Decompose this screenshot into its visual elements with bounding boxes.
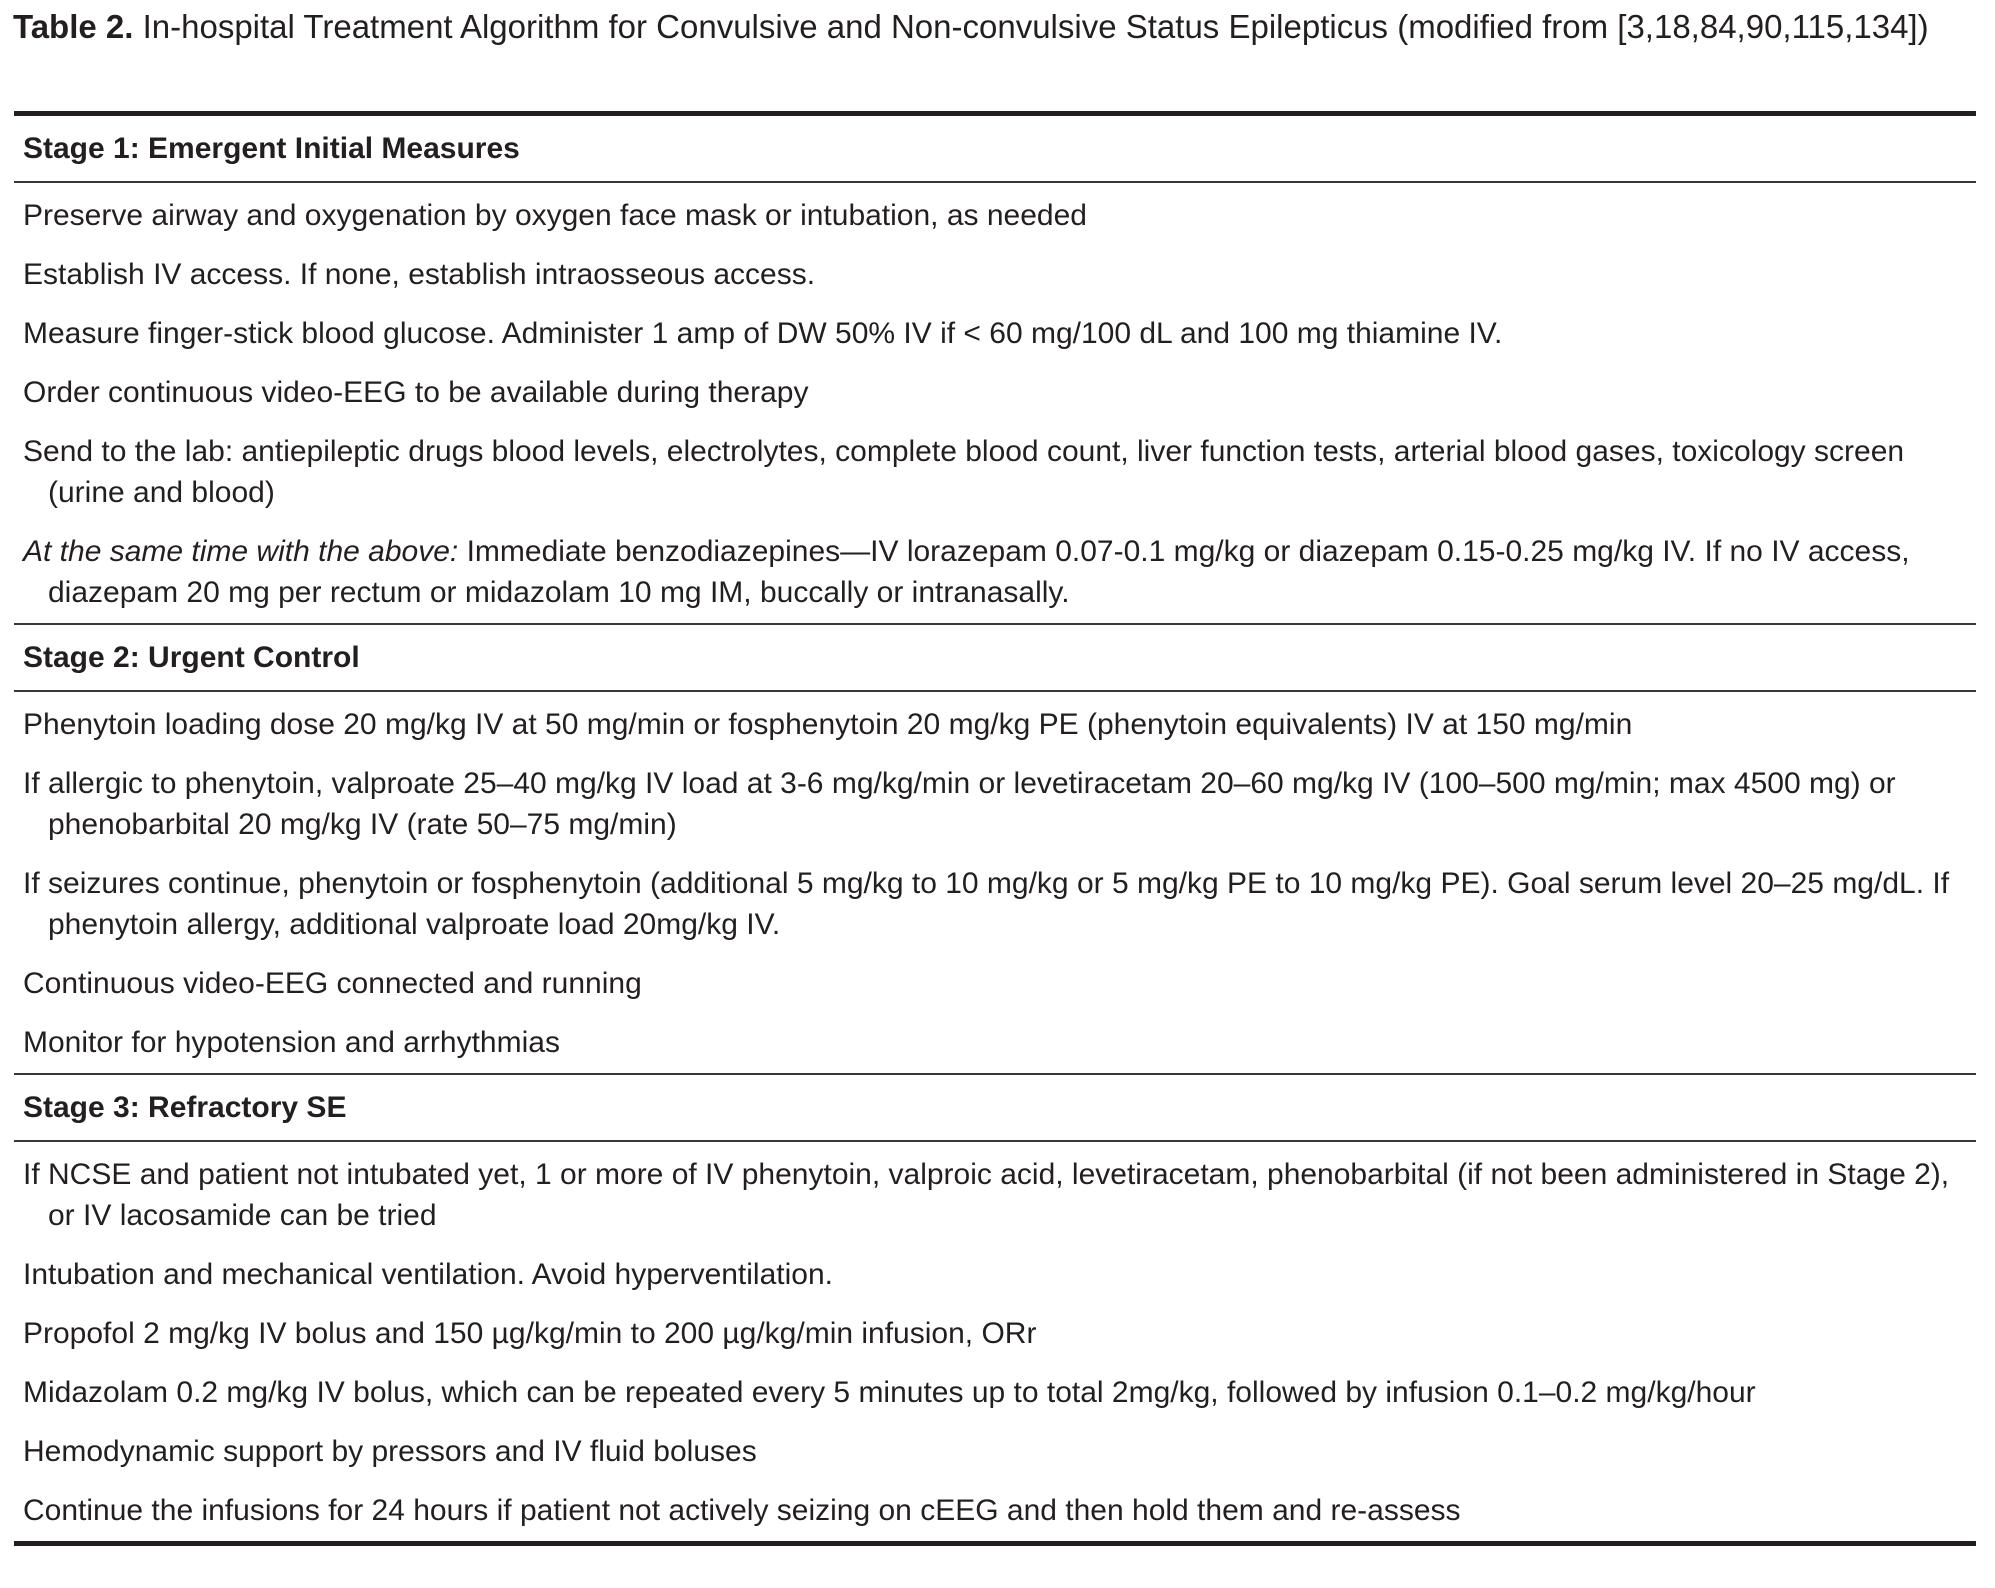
table-row: Propofol 2 mg/kg IV bolus and 150 µg/kg/min to 200 µg/kg/min infusion, ORr: [23, 1317, 1037, 1350]
table-caption: [13, 4, 1973, 49]
bottom-rule: [14, 1541, 1976, 1546]
table-row: Establish IV access. If none, establish intraosseous access.: [23, 258, 816, 291]
table-row: Measure finger-stick blood glucose. Administer 1 amp of DW 50% IV if < 60 mg/100 dL and 100 mg thiamine IV.: [23, 317, 1503, 350]
table-row: Hemodynamic support by pressors and IV fluid boluses: [23, 1435, 757, 1468]
table-row: [14, 531, 1976, 613]
table-title: In-hospital Treatment Algorithm for Convulsive and Non-convulsive Status Epilepticus (modified from [3,18,84,90,115,134]): [133, 8, 1929, 45]
table-label: Table 2.: [13, 8, 134, 45]
table-row: Preserve airway and oxygenation by oxygen face mask or intubation, as needed: [23, 199, 1087, 232]
stage-3-header: Stage 3: Refractory SE: [23, 1091, 347, 1124]
table-row: Monitor for hypotension and arrhythmias: [23, 1026, 560, 1059]
stage-1-rows: [14, 183, 1976, 623]
table-row: If allergic to phenytoin, valproate 25–40 mg/kg IV load at 3-6 mg/kg/min or levetiracetam 20–60 mg/kg IV (100–500 mg/min; max 4500 mg) or phenobarbital 20 mg/kg IV (rate 50–75 mg/min): [23, 767, 1896, 841]
table-row: If seizures continue, phenytoin or fosphenytoin (additional 5 mg/kg to 10 mg/kg or 5 mg/kg PE to 10 mg/kg PE). Goal serum level 20–25 mg/dL. If phenytoin allergy, additional valproate load 20mg/kg IV.: [23, 867, 1950, 941]
stage-1-header: Stage 1: Emergent Initial Measures: [23, 132, 520, 165]
table-row: Phenytoin loading dose 20 mg/kg IV at 50 mg/min or fosphenytoin 20 mg/kg PE (phenytoin equivalents) IV at 150 mg/min: [23, 708, 1633, 741]
table-row: Order continuous video-EEG to be available during therapy: [23, 376, 809, 409]
table-row: Continuous video-EEG connected and running: [23, 967, 642, 1000]
table-row: Midazolam 0.2 mg/kg IV bolus, which can be repeated every 5 minutes up to total 2mg/kg, followed by infusion 0.1–0.2 mg/kg/hour: [23, 1376, 1756, 1409]
table-row: Intubation and mechanical ventilation. Avoid hyperventilation.: [23, 1258, 833, 1291]
table-row: Continue the infusions for 24 hours if patient not actively seizing on cEEG and then hold them and re-assess: [23, 1494, 1461, 1527]
table-row: Send to the lab: antiepileptic drugs blood levels, electrolytes, complete blood count, liver function tests, arterial blood gases, toxicology screen (urine and blood): [23, 435, 1905, 509]
stage-3-rows: [14, 1142, 1976, 1541]
row-text: Immediate benzodiazepines—IV lorazepam 0.07-0.1 mg/kg or diazepam 0.15-0.25 mg/kg IV. If no IV access, diazepam 20 mg per rectum or midazolam 10 mg IM, buccally or intranasally.: [48, 535, 1910, 609]
table-row: If NCSE and patient not intubated yet, 1 or more of IV phenytoin, valproic acid, levetiracetam, phenobarbital (if not been administered in Stage 2), or IV lacosamide can be tried: [23, 1158, 1950, 1232]
treatment-algorithm-table: [14, 111, 1976, 1546]
italic-note: At the same time with the above:: [23, 535, 459, 568]
stage-2-header: Stage 2: Urgent Control: [23, 641, 360, 674]
stage-2-rows: [14, 692, 1976, 1073]
